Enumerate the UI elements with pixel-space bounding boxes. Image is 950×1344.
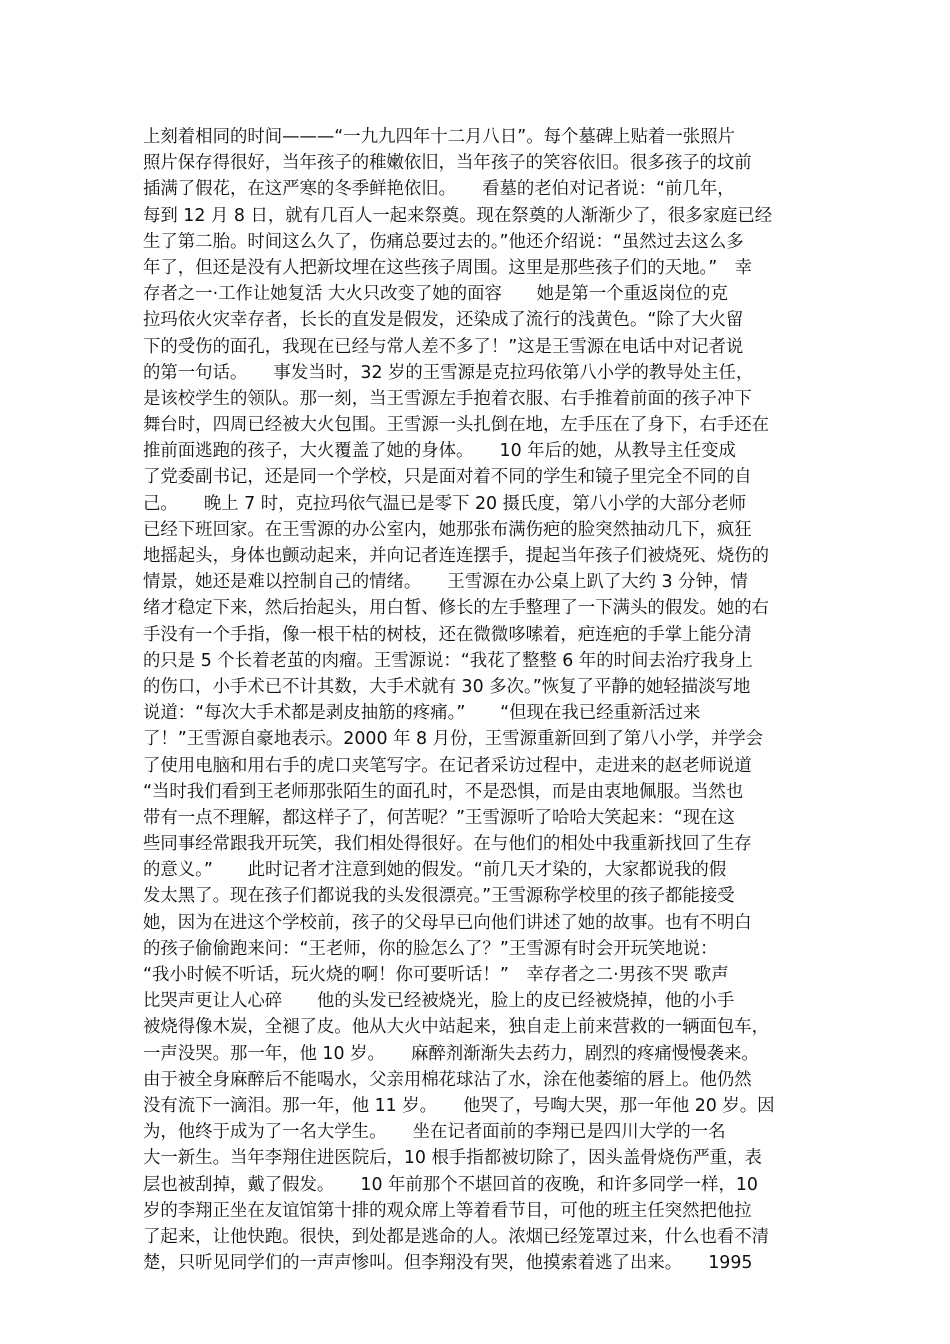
text-line: 已经下班回家。在王雪源的办公室内，她那张布满伤疤的脸突然抽动几下，疯狂: [143, 519, 752, 540]
text-line: 了使用电脑和用右手的虎口夹笔写字。在记者采访过程中，走进来的赵老师说道: [143, 755, 752, 776]
text-line: 岁的李翔正坐在友谊馆第十排的观众席上等着看节目，可他的班主任突然把他拉: [143, 1200, 752, 1221]
text-line: 的第一句话。 事发当时，32 岁的王雪源是克拉玛依第八小学的教导处主任，: [143, 362, 754, 383]
text-line: 年了，但还是没有人把新坟埋在这些孩子周围。这里是那些孩子们的天地。” 幸: [143, 257, 752, 278]
text-line: 绪才稳定下来，然后抬起头，用白皙、修长的左手整理了一下满头的假发。她的右: [143, 598, 770, 619]
text-line: 的只是 5 个长着老茧的肉瘤。王雪源说：“我花了整整 6 年的时间去治疗我身上: [143, 650, 753, 671]
text-line: 情景，她还是难以控制自己的情绪。 王雪源在办公桌上趴了大约 3 分钟，情: [143, 572, 748, 593]
text-line: 拉玛依火灾幸存者，长长的直发是假发，还染成了流行的浅黄色。“除了大火留: [143, 310, 744, 331]
text-line: 的孩子偷偷跑来问：“王老师，你的脸怎么了？”王雪源有时会开玩笑地说：: [143, 938, 718, 959]
text-line: 是该校学生的领队。那一刻，当王雪源左手抱着衣服、右手推着前面的孩子冲下: [143, 388, 752, 409]
text-line: 没有流下一滴泪。那一年，他 11 岁。 他哭了，号啕大哭，那一年他 20 岁。因: [143, 1095, 775, 1116]
text-line: 了党委副书记，还是同一个学校，只是面对着不同的学生和镜子里完全不同的自: [143, 467, 752, 488]
text-line: 了！”王雪源自豪地表示。2000 年 8 月份，王雪源重新回到了第八小学，并学会: [143, 729, 764, 750]
text-line: 的伤口，小手术已不计其数，大手术就有 30 多次。”恢复了平静的她轻描淡写地: [143, 676, 751, 697]
text-line: 了起来，让他快跑。很快，到处都是逃命的人。浓烟已经笼罩过来，什么也看不清: [143, 1226, 770, 1247]
text-line: 照片保存得很好，当年孩子的稚嫩依旧，当年孩子的笑容依旧。很多孩子的坟前: [143, 153, 752, 174]
text-line: 被烧得像木炭，全褪了皮。他从大火中站起来，独自走上前来营救的一辆面包车，: [143, 1017, 770, 1038]
text-line: 带有一点不理解，都这样子了，何苦呢？”王雪源听了哈哈大笑起来：“现在这: [143, 807, 735, 828]
text-line: 己。 晚上 7 时，克拉玛依气温已是零下 20 摄氏度，第八小学的大部分老师: [143, 493, 747, 514]
text-line: 她，因为在进这个学校前，孩子的父母早已向他们讲述了她的故事。也有不明白: [143, 912, 752, 933]
text-line: 层也被刮掉，戴了假发。 10 年前那个不堪回首的夜晚，和许多同学一样，10: [143, 1174, 758, 1195]
text-line: 比哭声更让人心碎 他的头发已经被烧光，脸上的皮已经被烧掉，他的小手: [143, 991, 735, 1012]
text-line: 下的受伤的面孔，我现在已经与常人差不多了！”这是王雪源在电话中对记者说: [143, 336, 744, 357]
text-line: 发太黑了。现在孩子们都说我的头发很漂亮。”王雪源称学校里的孩子都能接受: [143, 886, 735, 907]
text-line: 楚，只听见同学们的一声声惨叫。但李翔没有哭，他摸索着逃了出来。 1995: [143, 1253, 753, 1274]
text-line: 些同事经常跟我开玩笑，我们相处得很好。在与他们的相处中我重新找回了生存: [143, 834, 752, 855]
text-line: 为，他终于成为了一名大学生。 坐在记者面前的李翔已是四川大学的一名: [143, 1122, 726, 1143]
text-line: 推前面逃跑的孩子，大火覆盖了她的身体。 10 年后的她，从教导主任变成: [143, 441, 736, 462]
text-line: 由于被全身麻醉后不能喝水，父亲用棉花球沾了水，涂在他萎缩的唇上。他仍然: [143, 1069, 752, 1090]
text-line: 生了第二胎。时间这么久了，伤痛总要过去的。”他还介绍说：“虽然过去这么多: [143, 231, 744, 252]
text-line: 一声没哭。那一年，他 10 岁。 麻醉剂渐渐失去药力，剧烈的疼痛慢慢袭来。: [143, 1043, 759, 1064]
text-line: “我小时候不听话，玩火烧的啊！你可要听话！” 幸存者之二·男孩不哭 歌声: [143, 965, 729, 985]
text-line: “当时我们看到王老师那张陌生的面孔时，不是恐惧，而是由衷地佩服。当然也: [143, 781, 744, 802]
text-line: 说道：“每次大手术都是剥皮抽筋的疼痛。” “但现在我已经重新活过来: [143, 703, 701, 724]
text-line: 插满了假花，在这严寒的冬季鲜艳依旧。 看墓的老伯对记者说：“前几年，: [143, 179, 735, 200]
text-line: 大一新生。当年李翔住进医院后，10 根手指都被切除了，因头盖骨烧伤严重，表: [143, 1148, 762, 1169]
text-line: 每到 12 月 8 日，就有几百人一起来祭奠。现在祭奠的人渐渐少了，很多家庭已经: [143, 205, 773, 226]
article-body: [143, 124, 808, 1276]
text-line: 地摇起头，身体也颤动起来，并向记者连连摆手，提起当年孩子们被烧死、烧伤的: [143, 546, 770, 566]
text-line: 的意义。” 此时记者才注意到她的假发。“前几天才染的，大家都说我的假: [143, 860, 727, 881]
text-line: 手没有一个手指，像一根干枯的树枝，还在微微哆嗦着，疤连疤的手掌上能分清: [143, 624, 752, 645]
text-line: 上刻着相同的时间———“一九九四年十二月八日”。每个墓碑上贴着一张照片: [143, 127, 735, 147]
text-line: 舞台时，四周已经被大火包围。王雪源一头扎倒在地，左手压在了身下，右手还在: [143, 415, 770, 436]
text-line: 存者之一·工作让她复活 大火只改变了她的面容 她是第一个重返岗位的克: [143, 284, 728, 305]
